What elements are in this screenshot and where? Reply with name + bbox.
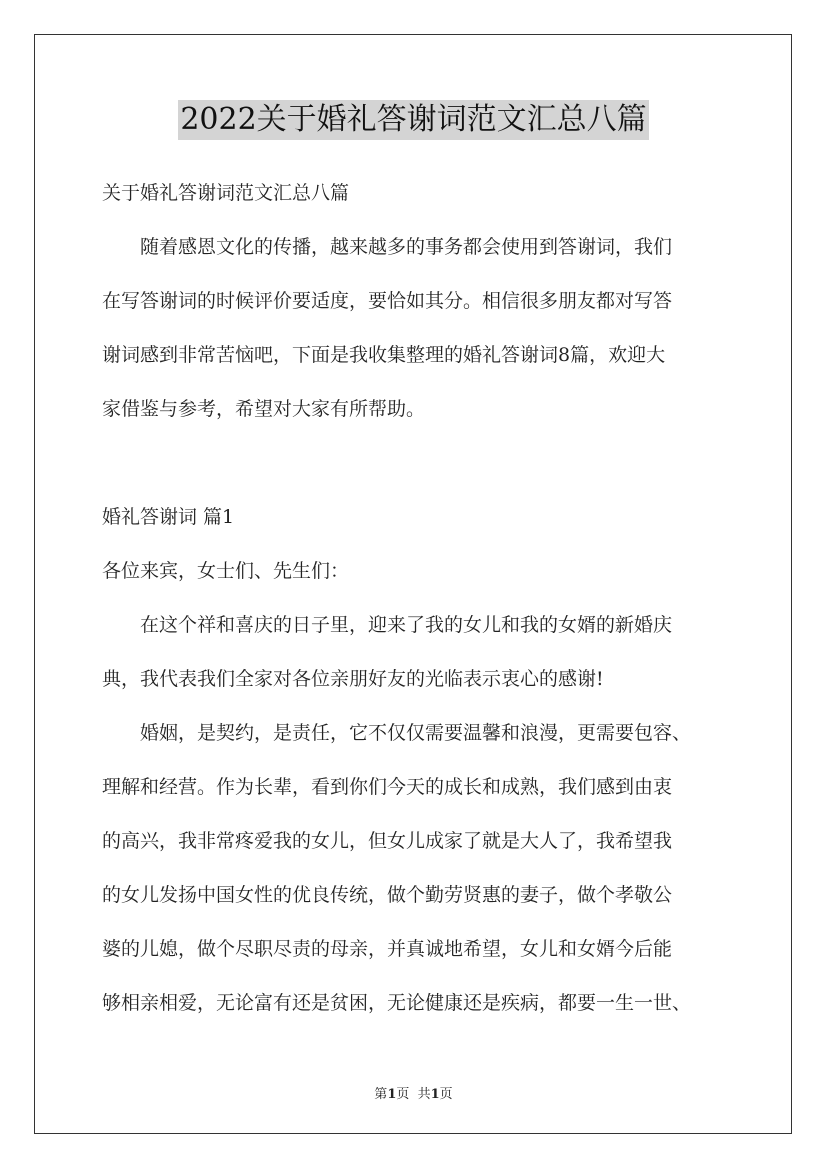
footer-page-suffix: 页 <box>439 1087 453 1102</box>
paragraph-line: 婆的儿媳，做个尽职尽责的母亲，并真诚地希望，女儿和女婿今后能 <box>102 938 673 960</box>
paragraph-line: 够相亲相爱，无论富有还是贫困，无论健康还是疾病，都要一生一世、 <box>102 992 692 1014</box>
section-heading: 婚礼答谢词 篇1 <box>102 506 235 528</box>
title-container <box>0 100 827 140</box>
document-body <box>102 175 732 1021</box>
paragraph-line: 理解和经营。作为长辈，看到你们今天的成长和成熟，我们感到由衷 <box>102 776 673 798</box>
paragraph-line: 典，我代表我们全家对各位亲朋好友的光临表示衷心的感谢! <box>102 668 604 690</box>
paragraph-line: 的高兴，我非常疼爱我的女儿，但女儿成家了就是大人了，我希望我 <box>102 830 673 852</box>
intro-line: 家借鉴与参考，希望对大家有所帮助。 <box>102 398 426 420</box>
paragraph-line: 婚姻，是契约，是责任，它不仅仅需要温馨和浪漫，更需要包容、 <box>140 722 692 744</box>
footer-page-mid: 页 共 <box>396 1087 431 1102</box>
intro-line: 随着感恩文化的传播，越来越多的事务都会使用到答谢词，我们 <box>140 236 673 258</box>
document-title: 2022关于婚礼答谢词范文汇总八篇 <box>178 100 648 140</box>
paragraph-line: 在这个祥和喜庆的日子里，迎来了我的女儿和我的女婿的新婚庆 <box>140 614 673 636</box>
intro-line: 谢词感到非常苦恼吧，下面是我收集整理的婚礼答谢词8篇，欢迎大 <box>102 344 666 366</box>
intro-line: 在写答谢词的时候评价要适度，要恰如其分。相信很多朋友都对写答 <box>102 290 673 312</box>
footer-page-prefix: 第 <box>374 1087 388 1102</box>
paragraph-line: 的女儿发扬中国女性的优良传统，做个勤劳贤惠的妻子，做个孝敬公 <box>102 884 673 906</box>
page-footer <box>0 1083 827 1102</box>
footer-page-number: 1 <box>387 1087 397 1102</box>
salutation: 各位来宾，女士们、先生们： <box>102 560 350 582</box>
document-subtitle: 关于婚礼答谢词范文汇总八篇 <box>102 182 350 204</box>
footer-page-total: 1 <box>430 1087 440 1102</box>
